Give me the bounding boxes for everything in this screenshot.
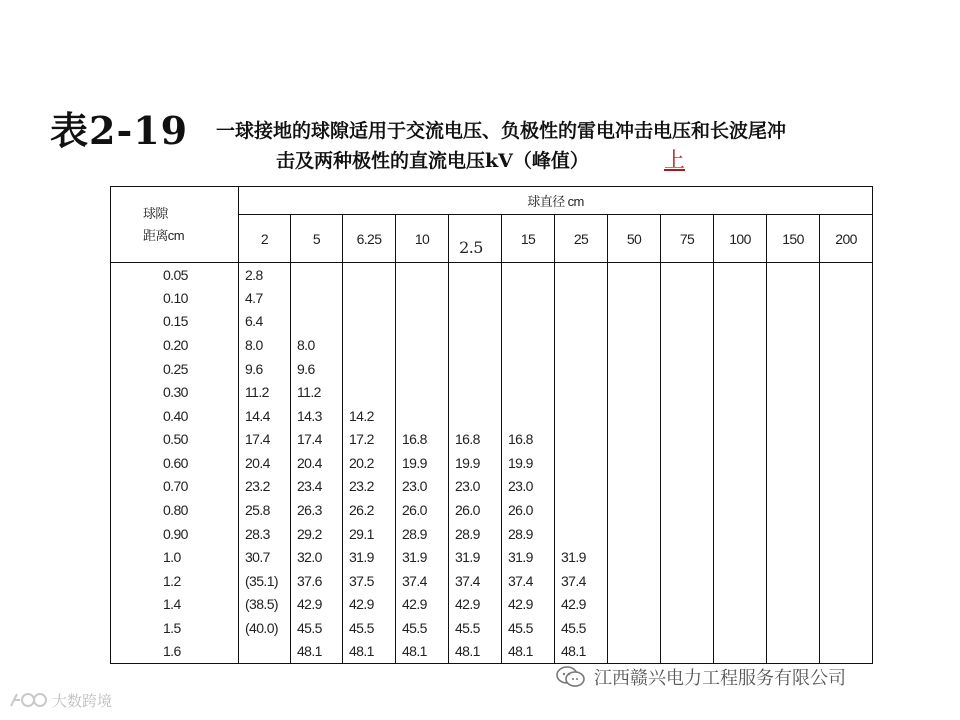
voltage-cell: 42.9 [343, 593, 396, 617]
voltage-cell [820, 569, 873, 593]
diameter-header-cell: 150 [767, 215, 820, 263]
voltage-cell [396, 333, 449, 357]
voltage-cell [608, 545, 661, 569]
diameter-header-cell: 15 [502, 215, 555, 263]
gap-distance-cell: 0.10 [111, 286, 239, 310]
voltage-cell: 37.4 [502, 569, 555, 593]
voltage-cell [714, 522, 767, 546]
voltage-cell [608, 451, 661, 475]
watermark-text: 大数跨境 [52, 691, 113, 710]
title-mark: 上 [664, 148, 685, 172]
watermark [8, 688, 112, 712]
voltage-cell: (38.5) [239, 593, 291, 617]
title-line-2: 击及两种极性的直流电压kV（峰值） [276, 150, 589, 172]
voltage-cell [396, 404, 449, 428]
voltage-cell [608, 404, 661, 428]
voltage-cell: 20.4 [291, 451, 343, 475]
table-row [111, 428, 873, 452]
voltage-cell: 25.8 [239, 498, 291, 522]
voltage-cell: 20.2 [343, 451, 396, 475]
voltage-cell [661, 522, 714, 546]
gap-distance-cell: 0.50 [111, 428, 239, 452]
voltage-cell [661, 380, 714, 404]
voltage-cell [555, 404, 608, 428]
voltage-cell [661, 310, 714, 334]
voltage-cell [767, 522, 820, 546]
voltage-cell [714, 380, 767, 404]
diameter-group-header: 球直径 cm [239, 187, 873, 215]
voltage-cell: 30.7 [239, 545, 291, 569]
voltage-cell [502, 286, 555, 310]
voltage-cell [767, 333, 820, 357]
voltage-cell [343, 263, 396, 287]
voltage-cell: 19.9 [449, 451, 502, 475]
table-row [111, 404, 873, 428]
gap-distance-cell: 1.5 [111, 616, 239, 640]
voltage-cell [396, 310, 449, 334]
voltage-cell [714, 428, 767, 452]
voltage-cell [291, 310, 343, 334]
voltage-cell [820, 286, 873, 310]
voltage-cell [714, 569, 767, 593]
voltage-cell: (35.1) [239, 569, 291, 593]
voltage-cell [449, 357, 502, 381]
voltage-cell: 48.1 [291, 640, 343, 664]
voltage-cell: 6.4 [239, 310, 291, 334]
voltage-cell: 28.9 [502, 522, 555, 546]
gap-distance-cell: 0.40 [111, 404, 239, 428]
breakdown-voltage-table [110, 186, 873, 664]
voltage-cell [502, 263, 555, 287]
voltage-cell [820, 640, 873, 664]
voltage-cell [714, 404, 767, 428]
voltage-cell: 42.9 [396, 593, 449, 617]
voltage-cell: 31.9 [449, 545, 502, 569]
voltage-cell [608, 286, 661, 310]
diameter-header-cell: 5 [291, 215, 343, 263]
gap-distance-cell: 1.2 [111, 569, 239, 593]
gap-distance-cell: 0.30 [111, 380, 239, 404]
voltage-cell [555, 498, 608, 522]
voltage-cell [767, 404, 820, 428]
voltage-cell: 14.3 [291, 404, 343, 428]
table-body [111, 263, 873, 664]
voltage-cell [555, 310, 608, 334]
voltage-cell [608, 522, 661, 546]
table-row [111, 640, 873, 664]
gap-distance-cell: 1.6 [111, 640, 239, 664]
voltage-cell [661, 404, 714, 428]
voltage-cell: 28.9 [449, 522, 502, 546]
voltage-cell [661, 545, 714, 569]
voltage-cell: 45.5 [291, 616, 343, 640]
voltage-cell [343, 333, 396, 357]
voltage-cell [343, 357, 396, 381]
diameter-header-cell: 2 [239, 215, 291, 263]
gap-distance-cell: 1.0 [111, 545, 239, 569]
voltage-cell [820, 380, 873, 404]
table-row [111, 380, 873, 404]
voltage-cell: 11.2 [291, 380, 343, 404]
voltage-cell [820, 451, 873, 475]
voltage-cell: 28.9 [396, 522, 449, 546]
voltage-cell [661, 451, 714, 475]
voltage-cell [714, 310, 767, 334]
voltage-cell: 19.9 [396, 451, 449, 475]
corner-line-1: 球隙 [143, 205, 168, 221]
voltage-cell: 42.9 [291, 593, 343, 617]
table-row [111, 593, 873, 617]
voltage-cell [661, 428, 714, 452]
voltage-cell [820, 404, 873, 428]
voltage-cell [396, 286, 449, 310]
corner-line-2: 距离cm [143, 227, 184, 243]
voltage-cell: 48.1 [396, 640, 449, 664]
voltage-cell [608, 616, 661, 640]
voltage-cell [661, 616, 714, 640]
voltage-cell: 14.4 [239, 404, 291, 428]
voltage-cell [608, 498, 661, 522]
wechat-account-name: 江西赣兴电力工程服务有限公司 [594, 668, 846, 689]
voltage-cell [820, 545, 873, 569]
table-row [111, 545, 873, 569]
voltage-cell: 37.4 [449, 569, 502, 593]
table-row [111, 498, 873, 522]
voltage-cell [767, 428, 820, 452]
table-row [111, 616, 873, 640]
diameter-header-cell: 200 [820, 215, 873, 263]
watermark-logo-icon [8, 690, 48, 710]
voltage-cell [714, 286, 767, 310]
voltage-cell [661, 593, 714, 617]
voltage-cell [661, 640, 714, 664]
voltage-cell [661, 333, 714, 357]
voltage-cell [608, 333, 661, 357]
voltage-cell [661, 263, 714, 287]
voltage-cell [291, 286, 343, 310]
voltage-cell [714, 357, 767, 381]
gap-distance-cell: 0.05 [111, 263, 239, 287]
voltage-cell [820, 263, 873, 287]
voltage-cell: 11.2 [239, 380, 291, 404]
voltage-cell [767, 593, 820, 617]
gap-distance-cell: 0.25 [111, 357, 239, 381]
wechat-account-footer [556, 662, 936, 692]
voltage-cell: 45.5 [555, 616, 608, 640]
voltage-cell: 48.1 [343, 640, 396, 664]
voltage-cell [502, 333, 555, 357]
voltage-cell: 32.0 [291, 545, 343, 569]
voltage-cell: 29.1 [343, 522, 396, 546]
voltage-cell: 42.9 [449, 593, 502, 617]
title-line-1: 一球接地的球隙适用于交流电压、负极性的雷电冲击电压和长波尾冲 [216, 120, 787, 142]
table-row [111, 286, 873, 310]
voltage-cell [714, 616, 767, 640]
voltage-cell [449, 286, 502, 310]
diameter-header-cell: 25 [555, 215, 608, 263]
voltage-cell: 26.0 [396, 498, 449, 522]
voltage-cell [767, 498, 820, 522]
voltage-cell [608, 380, 661, 404]
voltage-cell: 45.5 [449, 616, 502, 640]
diameter-header-cell: 6.25 [343, 215, 396, 263]
voltage-cell [608, 263, 661, 287]
voltage-cell [714, 498, 767, 522]
voltage-cell [820, 522, 873, 546]
voltage-cell [714, 545, 767, 569]
gap-distance-cell: 0.60 [111, 451, 239, 475]
diameter-header-cell: 10 [396, 215, 449, 263]
voltage-cell [820, 428, 873, 452]
voltage-cell: 31.9 [343, 545, 396, 569]
voltage-cell [767, 357, 820, 381]
voltage-cell: 14.2 [343, 404, 396, 428]
voltage-cell [714, 263, 767, 287]
voltage-cell [449, 380, 502, 404]
voltage-cell: 31.9 [396, 545, 449, 569]
voltage-cell [608, 357, 661, 381]
title-number: 表2-19 [50, 108, 189, 153]
voltage-cell [714, 475, 767, 499]
gap-distance-cell: 1.4 [111, 593, 239, 617]
diameter-header-cell: 100 [714, 215, 767, 263]
corner-header [111, 187, 239, 263]
voltage-cell: 45.5 [396, 616, 449, 640]
voltage-cell [608, 593, 661, 617]
voltage-cell [767, 286, 820, 310]
voltage-cell [820, 593, 873, 617]
voltage-cell: 16.8 [396, 428, 449, 452]
voltage-cell [343, 286, 396, 310]
voltage-cell [714, 451, 767, 475]
voltage-cell: 37.6 [291, 569, 343, 593]
voltage-cell: 2.8 [239, 263, 291, 287]
voltage-cell [767, 569, 820, 593]
gap-distance-cell: 0.70 [111, 475, 239, 499]
voltage-cell: 17.2 [343, 428, 396, 452]
voltage-cell [396, 357, 449, 381]
voltage-cell [449, 333, 502, 357]
voltage-cell: 26.0 [449, 498, 502, 522]
voltage-cell [820, 616, 873, 640]
voltage-cell: 8.0 [239, 333, 291, 357]
voltage-cell [661, 569, 714, 593]
table-row [111, 263, 873, 287]
voltage-cell [449, 263, 502, 287]
voltage-cell: 37.5 [343, 569, 396, 593]
voltage-cell: 42.9 [502, 593, 555, 617]
voltage-cell: 23.2 [343, 475, 396, 499]
voltage-cell [502, 310, 555, 334]
voltage-cell: 37.4 [396, 569, 449, 593]
voltage-cell: (40.0) [239, 616, 291, 640]
voltage-cell: 31.9 [555, 545, 608, 569]
voltage-cell [714, 640, 767, 664]
voltage-cell [661, 357, 714, 381]
voltage-cell: 26.3 [291, 498, 343, 522]
voltage-cell: 9.6 [239, 357, 291, 381]
voltage-cell [449, 310, 502, 334]
voltage-cell [555, 333, 608, 357]
voltage-cell [239, 640, 291, 664]
voltage-cell [714, 593, 767, 617]
voltage-cell [555, 263, 608, 287]
voltage-cell: 45.5 [343, 616, 396, 640]
voltage-cell [555, 286, 608, 310]
table-row [111, 333, 873, 357]
voltage-cell [608, 310, 661, 334]
voltage-cell [767, 310, 820, 334]
voltage-cell: 23.2 [239, 475, 291, 499]
voltage-cell: 26.2 [343, 498, 396, 522]
voltage-cell [767, 263, 820, 287]
voltage-cell [767, 451, 820, 475]
table-row [111, 522, 873, 546]
voltage-cell: 45.5 [502, 616, 555, 640]
voltage-cell [291, 263, 343, 287]
voltage-cell [608, 569, 661, 593]
diameter-header-cell [449, 215, 502, 263]
voltage-cell [555, 428, 608, 452]
voltage-cell [555, 522, 608, 546]
voltage-cell: 16.8 [502, 428, 555, 452]
voltage-cell [608, 428, 661, 452]
voltage-cell: 23.4 [291, 475, 343, 499]
voltage-cell [661, 286, 714, 310]
voltage-cell [502, 404, 555, 428]
voltage-cell: 23.0 [502, 475, 555, 499]
voltage-cell [343, 380, 396, 404]
table-row [111, 357, 873, 381]
voltage-cell: 48.1 [449, 640, 502, 664]
gap-distance-cell: 0.15 [111, 310, 239, 334]
diameter-header-cell: 75 [661, 215, 714, 263]
voltage-cell [767, 616, 820, 640]
voltage-cell: 17.4 [291, 428, 343, 452]
voltage-cell [555, 451, 608, 475]
voltage-cell [449, 404, 502, 428]
voltage-cell [502, 357, 555, 381]
table-row [111, 451, 873, 475]
voltage-cell: 8.0 [291, 333, 343, 357]
voltage-cell [502, 380, 555, 404]
voltage-cell [820, 310, 873, 334]
voltage-cell: 48.1 [555, 640, 608, 664]
voltage-cell [767, 640, 820, 664]
voltage-cell [767, 545, 820, 569]
voltage-cell: 26.0 [502, 498, 555, 522]
gap-distance-cell: 0.90 [111, 522, 239, 546]
table-row [111, 475, 873, 499]
voltage-cell: 4.7 [239, 286, 291, 310]
voltage-cell [820, 357, 873, 381]
voltage-cell [767, 380, 820, 404]
voltage-cell: 29.2 [291, 522, 343, 546]
diameter-header-overprint: 2.5 [459, 238, 483, 257]
gap-distance-cell: 0.80 [111, 498, 239, 522]
diameter-header-cell: 50 [608, 215, 661, 263]
wechat-icon [556, 666, 586, 688]
voltage-cell [820, 333, 873, 357]
voltage-cell: 9.6 [291, 357, 343, 381]
table-row [111, 310, 873, 334]
voltage-cell: 20.4 [239, 451, 291, 475]
voltage-cell: 31.9 [502, 545, 555, 569]
voltage-cell [661, 498, 714, 522]
voltage-cell [714, 333, 767, 357]
voltage-cell [555, 475, 608, 499]
table-row [111, 569, 873, 593]
gap-distance-cell: 0.20 [111, 333, 239, 357]
voltage-cell [608, 640, 661, 664]
voltage-cell: 42.9 [555, 593, 608, 617]
voltage-cell [608, 475, 661, 499]
voltage-cell: 37.4 [555, 569, 608, 593]
voltage-cell: 23.0 [396, 475, 449, 499]
voltage-cell: 17.4 [239, 428, 291, 452]
voltage-cell [343, 310, 396, 334]
voltage-cell [396, 263, 449, 287]
voltage-cell [820, 498, 873, 522]
voltage-cell: 19.9 [502, 451, 555, 475]
voltage-cell [767, 475, 820, 499]
voltage-cell [661, 475, 714, 499]
voltage-cell [555, 357, 608, 381]
voltage-cell: 23.0 [449, 475, 502, 499]
voltage-cell: 28.3 [239, 522, 291, 546]
voltage-cell [555, 380, 608, 404]
voltage-cell: 48.1 [502, 640, 555, 664]
voltage-cell: 16.8 [449, 428, 502, 452]
voltage-cell [820, 475, 873, 499]
voltage-cell [396, 380, 449, 404]
